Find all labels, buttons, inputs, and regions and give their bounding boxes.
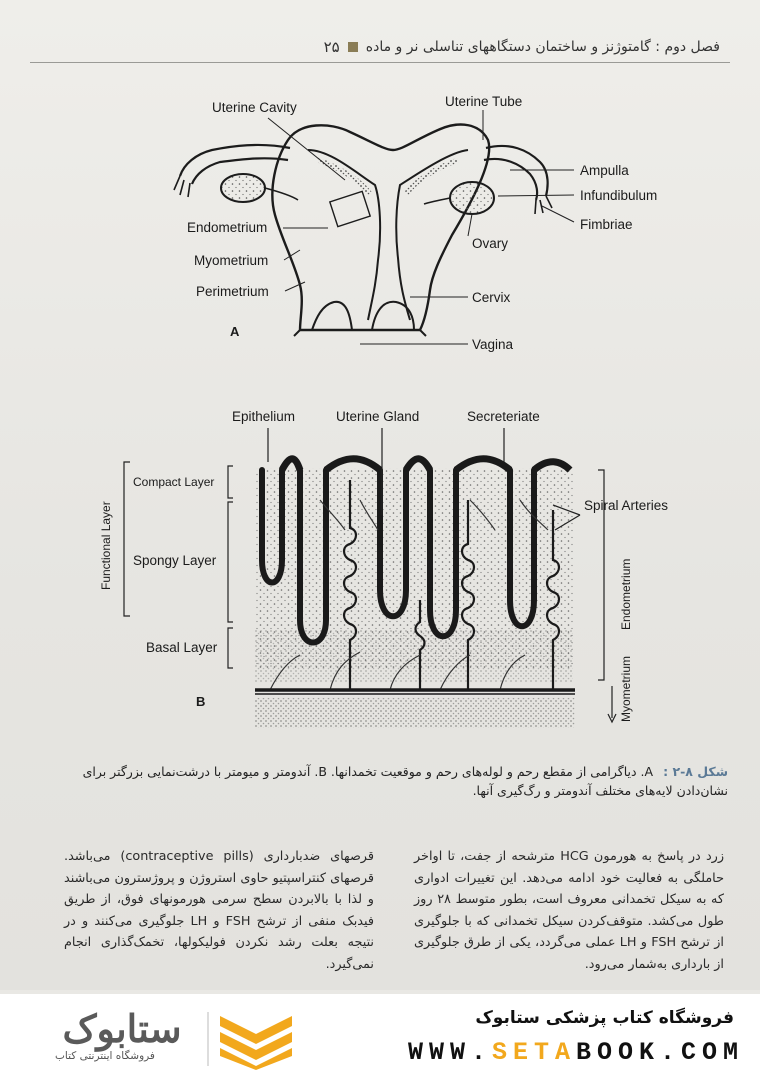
url-suffix: BOOK.COM bbox=[575, 1038, 744, 1067]
label-secreteriate: Secreteriate bbox=[467, 409, 540, 424]
label-cervix: Cervix bbox=[472, 290, 511, 305]
page-number: ۲۵ bbox=[323, 38, 340, 56]
panel-a-leaders bbox=[268, 110, 574, 344]
logo-word: ستابوک bbox=[62, 1009, 182, 1051]
body-columns bbox=[36, 846, 724, 975]
endometrium-diagram bbox=[255, 459, 575, 728]
store-title: فروشگاه کتاب پزشکی ستابوک bbox=[475, 1008, 734, 1028]
left-column-text: قرصهای ضدبارداری (contraceptive pills) می‌باشد. قرصهای کنتراسپتیو حاوی استروژن و پروژسترون می‌باشند و لذا با بالابردن سطح سرمی هورمونهای فوق، از طریق فیدبک منفی از ترشح FSH و LH جلوگیری می‌کنند و در نتیجه بعلت رشد نکردن فولیکولها، تخمک‌گذاری انجام نمی‌گیرد. bbox=[64, 849, 374, 972]
label-endometrium-b: Endometrium bbox=[619, 558, 633, 630]
right-column-text: زرد در پاسخ به هورمون HCG مترشحه از جفت، تا اواخر حاملگی به فعالیت خود ادامه می‌دهد. این تغییرات ادواری که به سیکل تخمدانی معروف است، بطور متوسط ۲۸ روز طول می‌کشد. متوقف‌کردن سیکل تخمدانی که با جلوگیری از ترشح FSH و LH عملی می‌گردد، یکی از طرق جلوگیری از بارداری به‌شمار می‌رود. bbox=[414, 849, 724, 972]
logo-chevron-icon bbox=[220, 1016, 292, 1070]
label-basal-layer: Basal Layer bbox=[146, 640, 218, 655]
label-uterine-cavity: Uterine Cavity bbox=[212, 100, 297, 115]
label-spiral-arteries: Spiral Arteries bbox=[584, 498, 669, 513]
label-perimetrium: Perimetrium bbox=[196, 284, 269, 299]
label-infundibulum: Infundibulum bbox=[580, 188, 658, 203]
label-vagina: Vagina bbox=[472, 337, 514, 352]
label-endometrium-a: Endometrium bbox=[187, 220, 268, 235]
label-myometrium-b: Myometrium bbox=[619, 655, 633, 722]
label-compact-layer: Compact Layer bbox=[133, 475, 215, 489]
label-functional-layer: Functional Layer bbox=[99, 501, 113, 590]
url-accent: SETA bbox=[491, 1038, 576, 1067]
label-uterine-gland: Uterine Gland bbox=[336, 409, 420, 424]
label-ovary: Ovary bbox=[472, 236, 509, 251]
store-banner bbox=[0, 994, 760, 1080]
label-epithelium: Epithelium bbox=[232, 409, 296, 424]
figure-caption-id: شکل ۸-۲ : bbox=[663, 764, 728, 779]
figure-caption-text: A. دیاگرامی از مقطع رحم و لوله‌های رحم و موقعیت تخمدانها. B. آندومتر و میومتر با درشت‌نمایی بزرگتر برای نشان‌دادن لایه‌های مختلف آندومتر و رگ‌گیری آنها. bbox=[82, 764, 728, 798]
panel-a-label: A bbox=[230, 324, 240, 339]
chapter-title: فصل دوم : گامتوژنز و ساختمان دستگاههای تناسلی نر و ماده bbox=[365, 39, 720, 55]
label-ampulla: Ampulla bbox=[580, 163, 629, 178]
right-column bbox=[414, 846, 724, 975]
panel-b-label: B bbox=[196, 694, 206, 709]
label-uterine-tube: Uterine Tube bbox=[445, 94, 523, 109]
url-prefix: WWW. bbox=[407, 1038, 492, 1067]
label-myometrium-a: Myometrium bbox=[194, 253, 269, 268]
left-column bbox=[64, 846, 374, 975]
figure-caption bbox=[40, 762, 728, 800]
label-spongy-layer: Spongy Layer bbox=[133, 553, 217, 568]
label-fimbriae: Fimbriae bbox=[580, 217, 633, 232]
store-url[interactable] bbox=[408, 1038, 744, 1067]
logo-subtitle: فروشگاه اینترنتی کتاب bbox=[55, 1050, 155, 1062]
